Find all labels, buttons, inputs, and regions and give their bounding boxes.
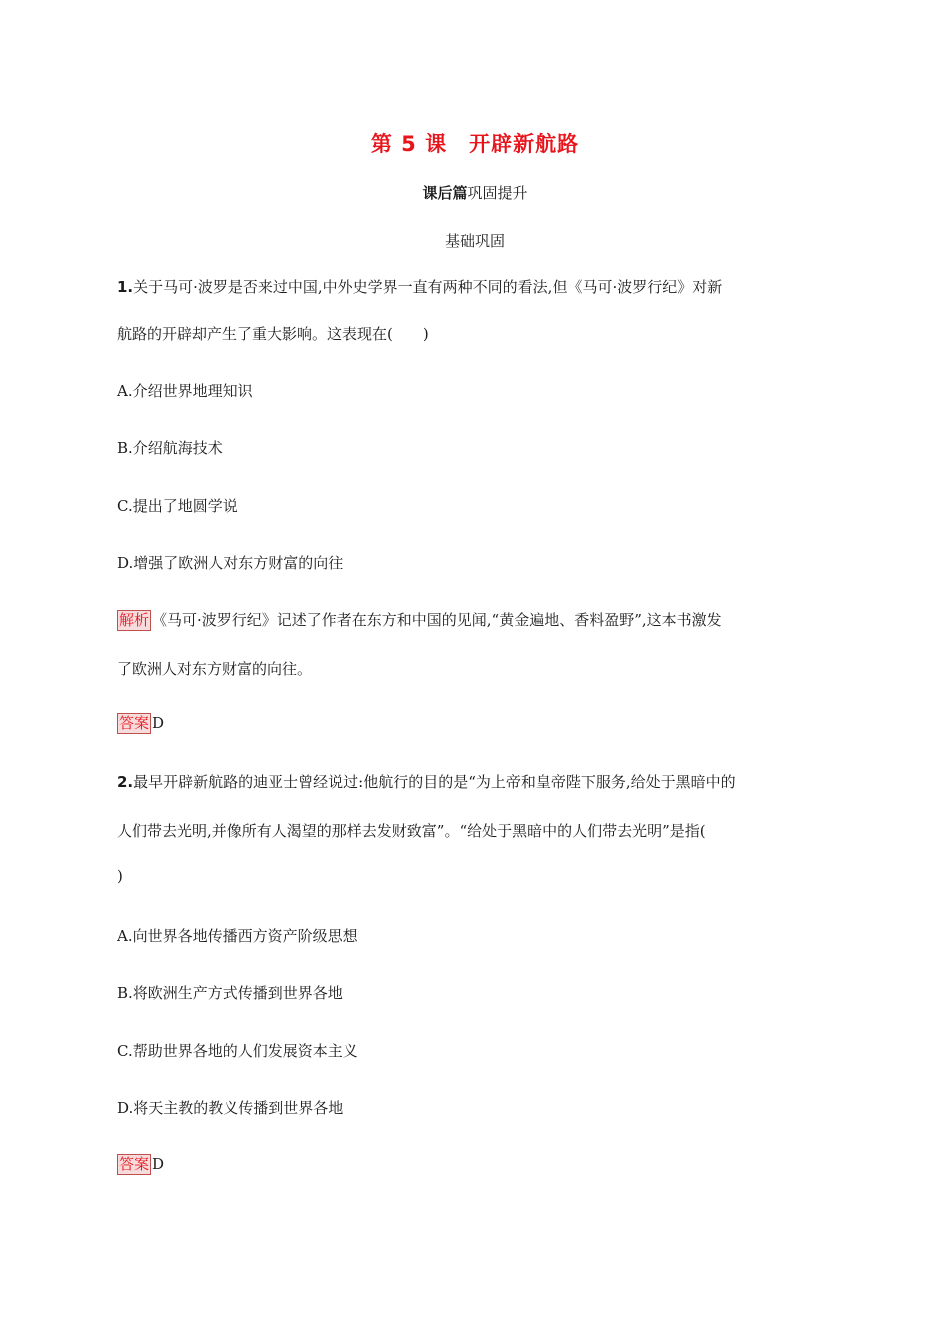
q2-option-b: B.将欧洲生产方式传播到世界各地 xyxy=(117,984,343,1002)
q1-answer-value: D xyxy=(152,714,165,732)
q2-answer-value: D xyxy=(152,1155,165,1173)
answer-tag: 答案 xyxy=(119,1155,150,1173)
q2-text-line1: 最早开辟新航路的迪亚士曾经说过:他航行的目的是“为上帝和皇帝陛下服务,给处于黑暗中的 xyxy=(133,773,736,791)
q1-option-d: D.增强了欧洲人对东方财富的向往 xyxy=(117,554,344,572)
subtitle-rest: 巩固提升 xyxy=(467,184,528,202)
q1-text-line1: 关于马可·波罗是否来过中国,中外史学界一直有两种不同的看法,但《马可·波罗行纪》对新 xyxy=(133,278,723,296)
q1-analysis-line2: 了欧洲人对东方财富的向往。 xyxy=(117,660,313,678)
q2-option-c: C.帮助世界各地的人们发展资本主义 xyxy=(117,1042,358,1060)
q1-answer xyxy=(117,713,164,734)
q1-analysis-text: 《马可·波罗行纪》记述了作者在东方和中国的见闻,“黄金遍地、香料盈野”,这本书激发 xyxy=(152,611,722,629)
q2-stem-line1 xyxy=(117,771,736,792)
q1-analysis-line1 xyxy=(117,609,722,631)
q2-option-d: D.将天主教的教义传播到世界各地 xyxy=(117,1099,344,1117)
analysis-tag: 解析 xyxy=(119,611,150,629)
q1-option-b: B.介绍航海技术 xyxy=(117,439,223,457)
q2-stem-line2: 人们带去光明,并像所有人渴望的那样去发财致富”。“给处于黑暗中的人们带去光明”是指( xyxy=(117,822,706,840)
subtitle-bold: 课后篇 xyxy=(422,184,468,202)
q1-stem-line1 xyxy=(117,276,722,297)
answer-tag: 答案 xyxy=(119,714,150,732)
q1-stem-line2: 航路的开辟却产生了重大影响。这表现在( ) xyxy=(117,325,429,343)
subtitle xyxy=(0,182,950,203)
q2-answer xyxy=(117,1154,164,1175)
q1-option-c: C.提出了地圆学说 xyxy=(117,497,238,515)
lesson-title: 第 5 课 开辟新航路 xyxy=(370,132,580,156)
q2-number: 2. xyxy=(117,773,134,791)
q2-option-a: A.向世界各地传播西方资产阶级思想 xyxy=(117,927,358,945)
q2-stem-line3: ) xyxy=(117,867,123,885)
q1-number: 1. xyxy=(117,278,134,296)
q1-option-a: A.介绍世界地理知识 xyxy=(117,382,253,400)
section-heading: 基础巩固 xyxy=(444,232,505,250)
